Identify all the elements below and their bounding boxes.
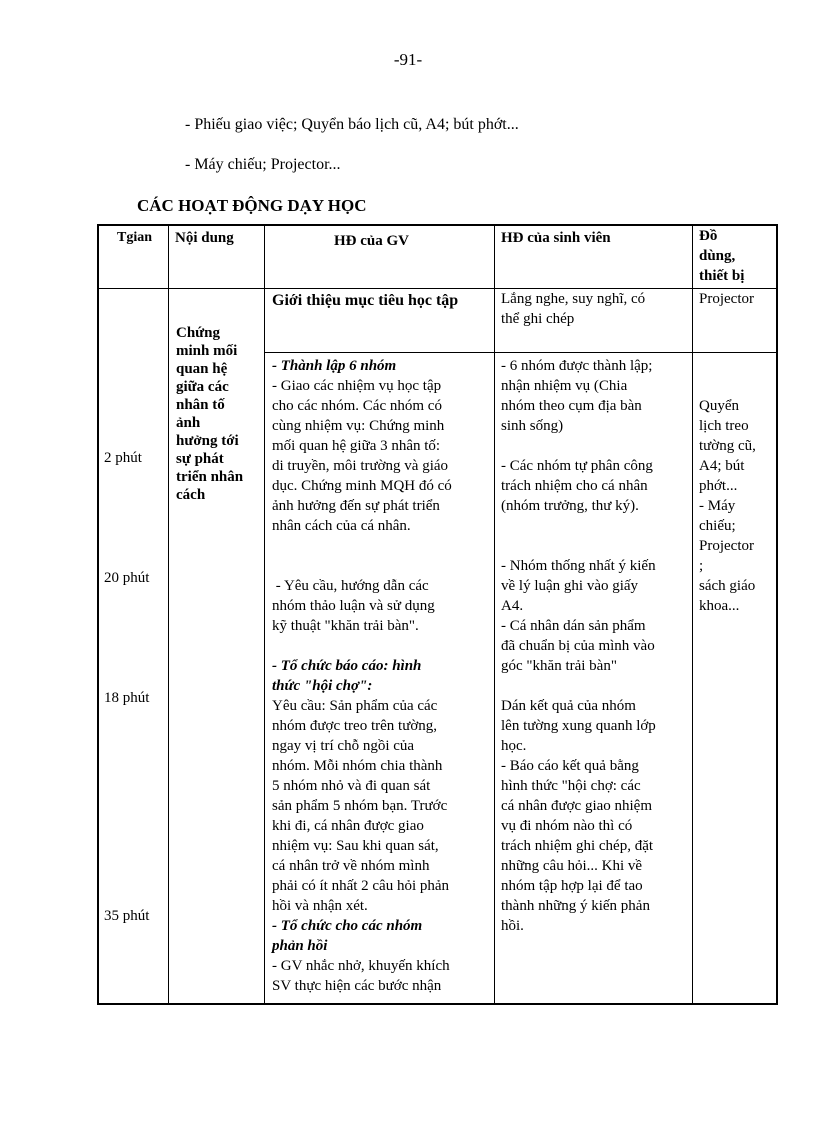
gv-line: ảnh hưởng đến sự phát triển bbox=[272, 498, 440, 514]
equipment-line: - Máy bbox=[699, 498, 736, 514]
sv-line: A4. bbox=[501, 598, 524, 614]
header-tgian: Tgian bbox=[117, 230, 153, 245]
sv-line: hồi. bbox=[501, 918, 524, 934]
gv-line: mối quan hệ giữa 3 nhân tố: bbox=[272, 438, 441, 454]
sv-line: - Cá nhân dán sản phẩm bbox=[501, 618, 646, 634]
header-do-dung bbox=[699, 226, 744, 286]
gv-line: nhóm. Mỗi nhóm chia thành bbox=[272, 758, 443, 774]
header-hd-sinh-vien: HĐ của sinh viên bbox=[501, 230, 611, 246]
sv-line: nhóm theo cụm địa bàn bbox=[501, 398, 642, 414]
gv-step-title: - Tổ chức cho các nhóm bbox=[272, 918, 423, 934]
sv-line: những câu hỏi... Khi về bbox=[501, 858, 643, 874]
equipment-line: ; bbox=[699, 558, 704, 574]
column-divider bbox=[494, 224, 495, 1005]
sv-line: về lý luận ghi vào giấy bbox=[501, 578, 639, 594]
content-topic-line: giữa các bbox=[176, 379, 229, 395]
gv-line: ngay vị trí chỗ ngồi của bbox=[272, 738, 415, 754]
time-entry: 20 phút bbox=[104, 570, 150, 586]
row-divider bbox=[264, 352, 777, 353]
equipment-line: sách giáo bbox=[699, 578, 756, 594]
sv-line: - Nhóm thống nhất ý kiến bbox=[501, 558, 656, 574]
sv-line: (nhóm trưởng, thư ký). bbox=[501, 498, 639, 514]
gv-line: nhóm được treo trên tường, bbox=[272, 718, 438, 734]
gv-line: - GV nhắc nhở, khuyến khích bbox=[272, 958, 450, 974]
time-entry: 2 phút bbox=[104, 450, 142, 466]
page-number: -91- bbox=[393, 50, 423, 69]
table-border-bottom bbox=[97, 1003, 778, 1005]
sv-line: đã chuẩn bị của mình vào bbox=[501, 638, 655, 654]
section-title: CÁC HOẠT ĐỘNG DẠY HỌC bbox=[137, 196, 367, 215]
equipment-list bbox=[699, 396, 756, 616]
header-hd-gv: HĐ của GV bbox=[334, 233, 409, 249]
content-topic-line: triển nhân bbox=[176, 469, 244, 485]
content-topic-line: quan hệ bbox=[176, 361, 228, 377]
sv-line: hình thức "hội chợ: các bbox=[501, 778, 641, 794]
sv-line: - 6 nhóm được thành lập; bbox=[501, 358, 653, 374]
sv-line: thành những ý kiến phản bbox=[501, 898, 650, 914]
content-topic-line: minh mối bbox=[176, 343, 238, 359]
equipment-line: tường cũ, bbox=[699, 438, 756, 454]
gv-intro-objectives: Giới thiệu mục tiêu học tập bbox=[272, 292, 459, 309]
sv-line: - Báo cáo kết quả bằng bbox=[501, 758, 639, 774]
gv-line: di truyền, môi trường và giáo bbox=[272, 458, 449, 474]
equipment-projector: Projector bbox=[699, 291, 754, 307]
gv-line: nhân cách của cá nhân. bbox=[272, 518, 411, 534]
time-entry: 18 phút bbox=[104, 690, 150, 706]
equipment-line: khoa... bbox=[699, 598, 740, 614]
gv-line: SV thực hiện các bước nhận bbox=[272, 978, 442, 994]
sv-line: sinh sống) bbox=[501, 418, 564, 434]
content-topic-line: ảnh bbox=[176, 415, 201, 431]
gv-line: - Yêu cầu, hướng dẫn các bbox=[272, 578, 429, 594]
sv-line: vụ đi nhóm nào thì có bbox=[501, 818, 633, 834]
gv-line: cho các nhóm. Các nhóm có bbox=[272, 398, 442, 414]
content-topic-line: Chứng bbox=[176, 325, 221, 341]
sv-line: nhận nhiệm vụ (Chia bbox=[501, 378, 628, 394]
time-entry: 35 phút bbox=[104, 908, 150, 924]
header-do-dung-line: thiết bị bbox=[699, 268, 745, 284]
column-divider bbox=[264, 224, 265, 1005]
table-border-right bbox=[776, 224, 778, 1005]
equipment-line: Quyển bbox=[699, 398, 739, 414]
gv-step-title: phản hồi bbox=[272, 938, 328, 954]
sv-activities bbox=[501, 356, 656, 936]
gv-line: kỹ thuật "khăn trải bàn". bbox=[272, 618, 419, 634]
gv-line: cá nhân trở về nhóm mình bbox=[272, 858, 430, 874]
sv-line: cá nhân được giao nhiệm bbox=[501, 798, 653, 814]
gv-line: Yêu cầu: Sản phẩm của các bbox=[272, 698, 438, 714]
equipment-line: phớt... bbox=[699, 478, 738, 494]
gv-line: nhóm thảo luận và sử dụng bbox=[272, 598, 435, 614]
equipment-line: Projector bbox=[699, 538, 754, 554]
sv-line: nhóm tập hợp lại để tao bbox=[501, 878, 643, 894]
gv-line: phải có ít nhất 2 câu hỏi phản bbox=[272, 878, 450, 894]
gv-step-title: - Tổ chức báo cáo: hình bbox=[272, 658, 422, 674]
content-topic-line: nhân tố bbox=[176, 397, 225, 413]
materials-line-1: - Phiếu giao việc; Quyển báo lịch cũ, A4; bút phớt... bbox=[185, 116, 519, 133]
materials-line-2: - Máy chiếu; Projector... bbox=[185, 156, 341, 173]
gv-line: cùng nhiệm vụ: Chứng minh bbox=[272, 418, 445, 434]
sv-line: - Các nhóm tự phân công bbox=[501, 458, 653, 474]
sv-listen bbox=[501, 289, 645, 329]
content-topic-line: sự phát bbox=[176, 451, 224, 467]
sv-line: lên tường xung quanh lớp bbox=[501, 718, 656, 734]
equipment-line: lịch treo bbox=[699, 418, 749, 434]
gv-line: khi đi, cá nhân được giao bbox=[272, 818, 424, 834]
gv-step-title: thức "hội chợ": bbox=[272, 678, 373, 694]
content-topic bbox=[176, 324, 243, 504]
sv-line: trách nhiệm cho cá nhân bbox=[501, 478, 648, 494]
column-divider bbox=[692, 224, 693, 1005]
gv-line: hồi và nhận xét. bbox=[272, 898, 368, 914]
gv-line: nhiệm vụ: Sau khi quan sát, bbox=[272, 838, 439, 854]
gv-line: 5 nhóm nhỏ và đi quan sát bbox=[272, 778, 431, 794]
sv-line: Dán kết quả của nhóm bbox=[501, 698, 636, 714]
table-border-top bbox=[97, 224, 778, 226]
content-topic-line: hưởng tới bbox=[176, 433, 239, 449]
gv-step-title: - Thành lập 6 nhóm bbox=[272, 358, 397, 374]
column-divider bbox=[168, 224, 169, 1005]
table-border-left bbox=[97, 224, 99, 1005]
header-do-dung-line: Đồ bbox=[699, 228, 718, 244]
gv-activities bbox=[272, 356, 452, 996]
gv-line: - Giao các nhiệm vụ học tập bbox=[272, 378, 442, 394]
header-do-dung-line: dùng, bbox=[699, 248, 736, 264]
header-noi-dung: Nội dung bbox=[175, 230, 234, 246]
sv-line: học. bbox=[501, 738, 527, 754]
content-topic-line: cách bbox=[176, 487, 206, 503]
sv-listen-line: thể ghi chép bbox=[501, 311, 575, 327]
sv-line: trách nhiệm ghi chép, đặt bbox=[501, 838, 654, 854]
sv-line: góc "khăn trải bàn" bbox=[501, 658, 617, 674]
gv-line: dục. Chứng minh MQH đó có bbox=[272, 478, 452, 494]
header-row-divider bbox=[97, 288, 778, 289]
equipment-line: chiếu; bbox=[699, 518, 736, 534]
gv-line: sản phẩm 5 nhóm bạn. Trước bbox=[272, 798, 448, 814]
equipment-line: A4; bút bbox=[699, 458, 745, 474]
sv-listen-line: Lắng nghe, suy nghĩ, có bbox=[501, 291, 646, 307]
